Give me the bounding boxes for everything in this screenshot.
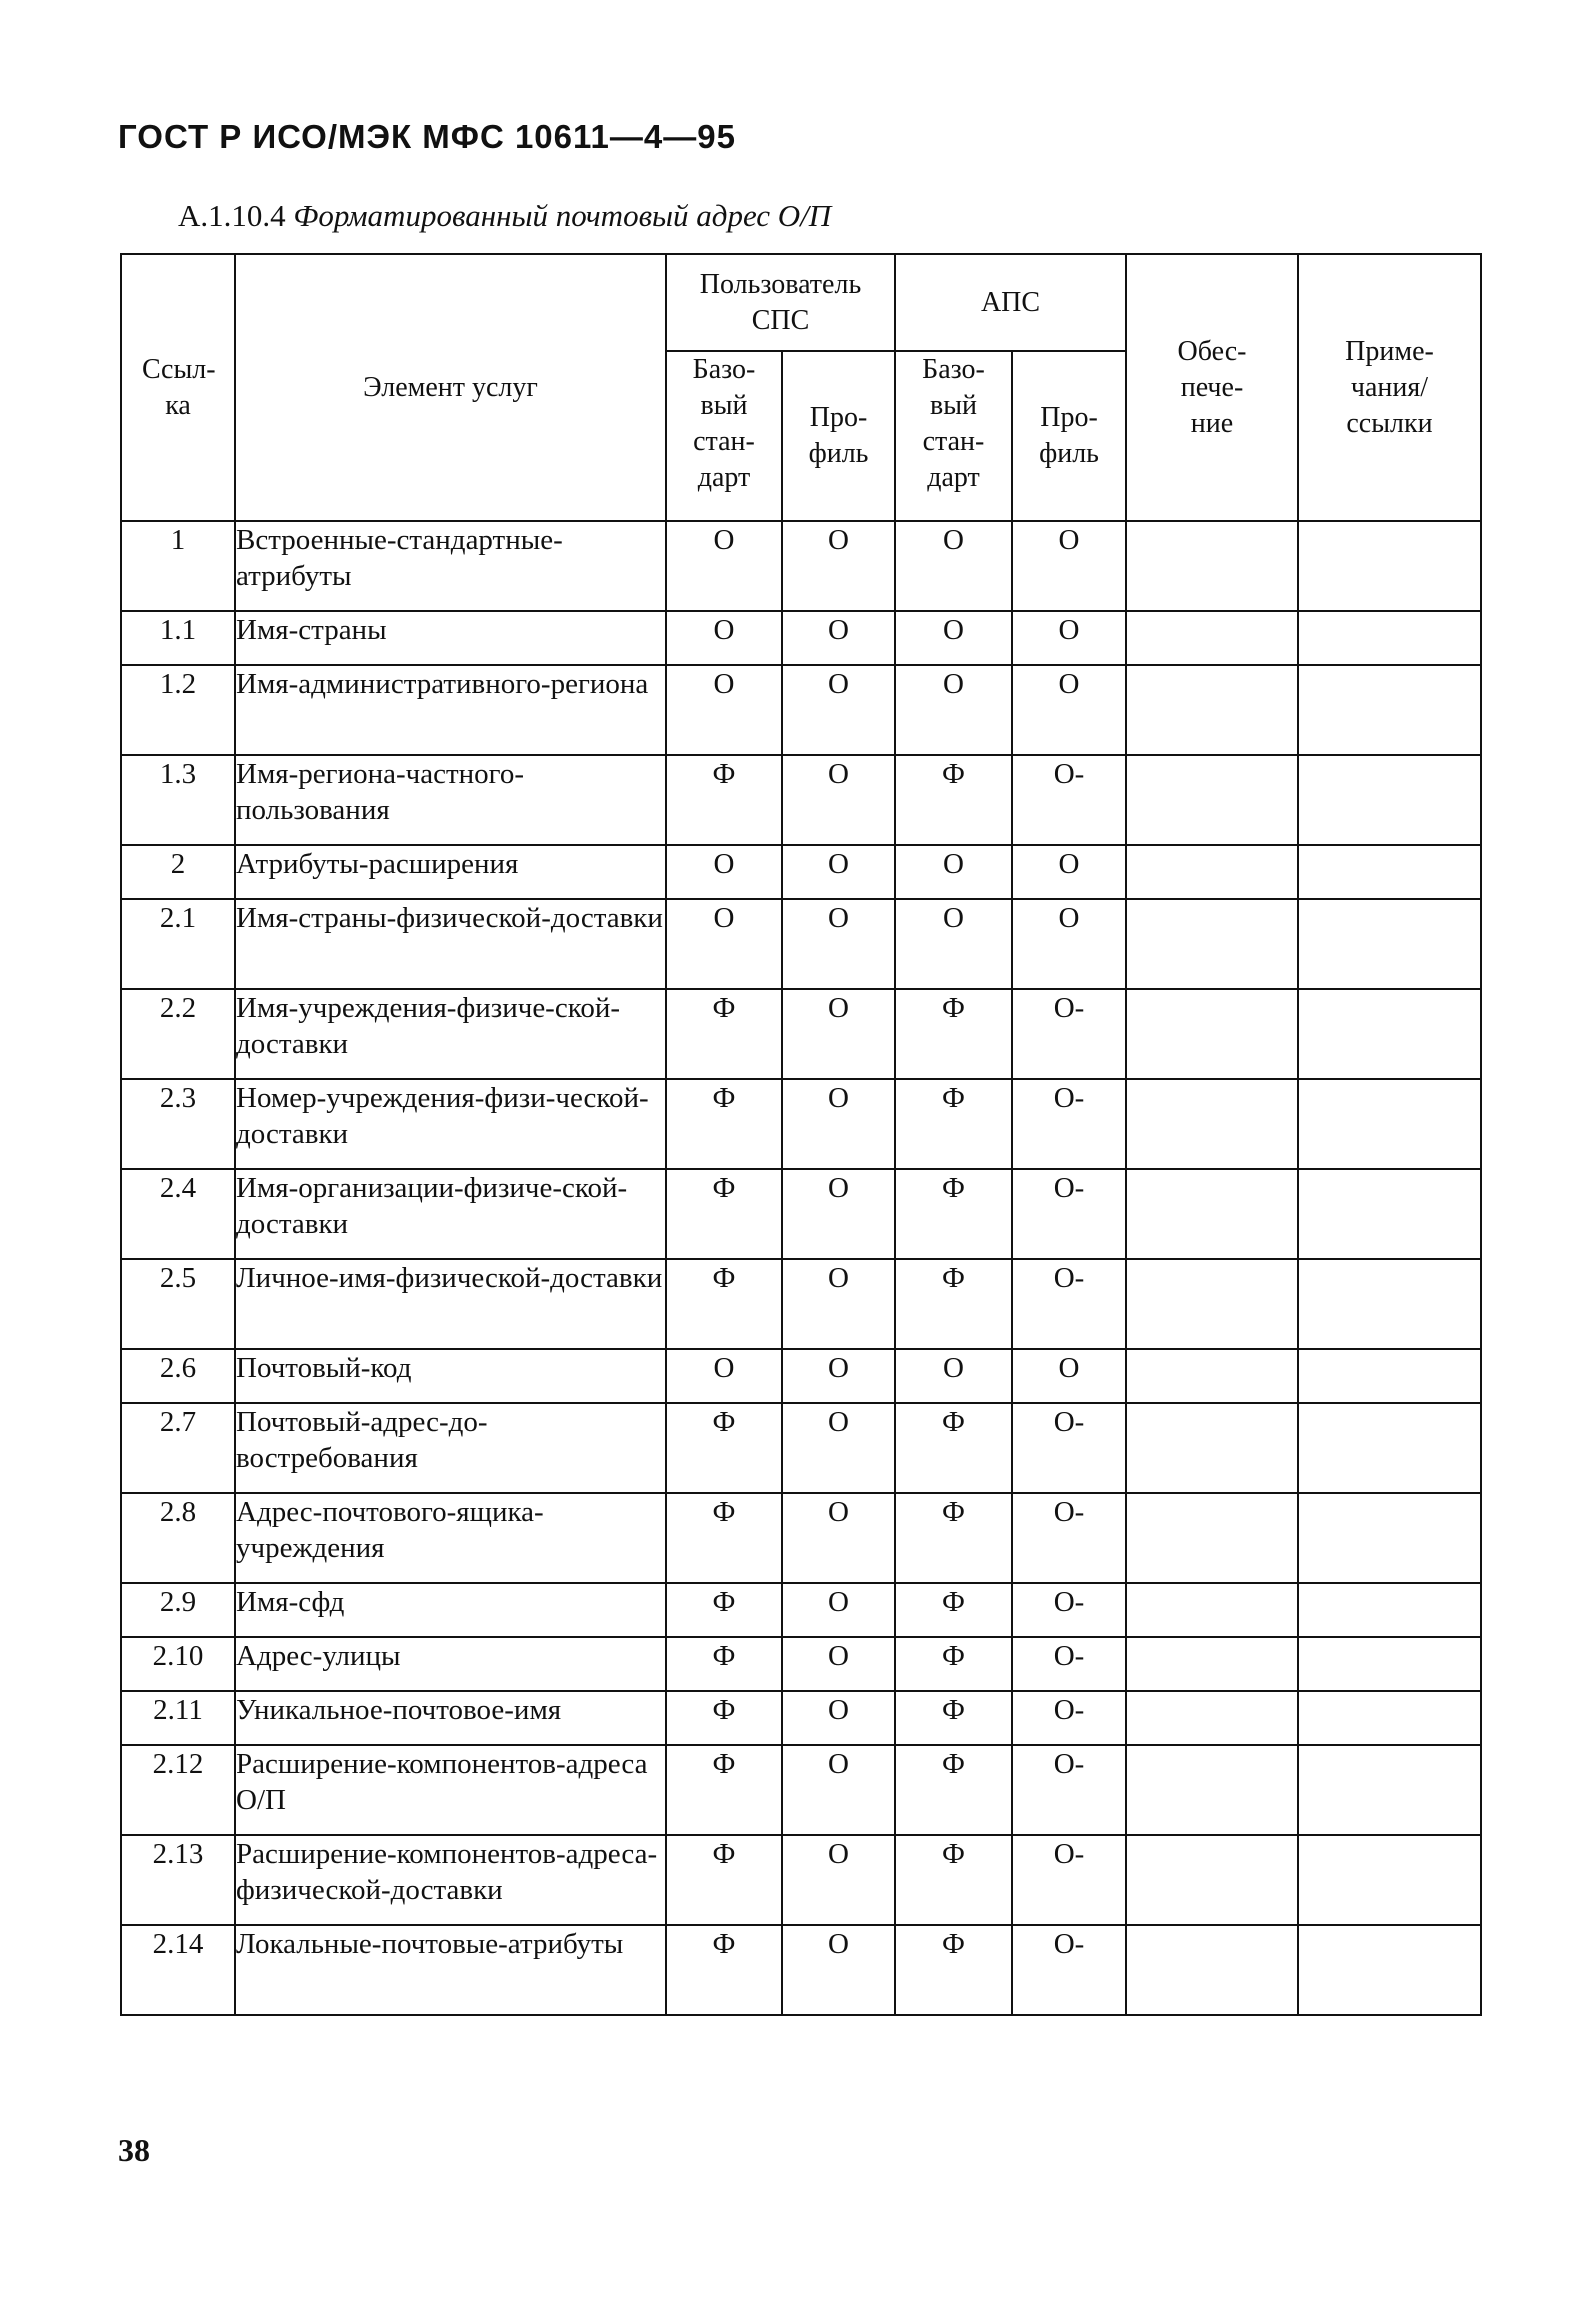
provision-cell [1126,755,1298,845]
header-group-user: Пользователь СПС [666,254,895,351]
provision-cell [1126,611,1298,665]
ref-cell: 2.14 [121,1925,235,2015]
element-cell: Расширение-компонентов-адреса-физической-доставки [235,1835,666,1925]
provision-cell [1126,1691,1298,1745]
notes-cell [1298,1493,1481,1583]
aps-base-standard-cell: О [895,845,1012,899]
aps-base-standard-cell: Ф [895,1925,1012,2015]
aps-profile-cell: О- [1012,1169,1126,1259]
user-profile-cell: О [782,1637,895,1691]
user-profile-cell: О [782,665,895,755]
user-profile-cell: О [782,1403,895,1493]
element-cell: Почтовый-адрес-до-востребования [235,1403,666,1493]
element-cell: Расширение-компонентов-адреса О/П [235,1745,666,1835]
aps-profile-cell: О- [1012,755,1126,845]
table-row [121,899,1481,989]
aps-profile-cell: О- [1012,1583,1126,1637]
table-row [121,1349,1481,1403]
user-profile-cell: О [782,521,895,611]
ref-cell: 2.1 [121,899,235,989]
ref-cell: 2.11 [121,1691,235,1745]
notes-cell [1298,1583,1481,1637]
table-row [121,1691,1481,1745]
user-profile-cell: О [782,1835,895,1925]
provision-cell [1126,1745,1298,1835]
aps-base-standard-cell: Ф [895,1835,1012,1925]
element-cell: Встроенные-стандартные-атрибуты [235,521,666,611]
element-cell: Личное-имя-физической-доставки [235,1259,666,1349]
table-row [121,1745,1481,1835]
notes-cell [1298,665,1481,755]
user-base-standard-cell: О [666,899,782,989]
notes-cell [1298,521,1481,611]
header-notes: Приме-чания/ ссылки [1298,254,1481,521]
aps-profile-cell: О [1012,611,1126,665]
aps-profile-cell: О- [1012,1259,1126,1349]
element-cell: Имя-страны-физической-доставки [235,899,666,989]
user-base-standard-cell: Ф [666,1259,782,1349]
notes-cell [1298,845,1481,899]
user-base-standard-cell: Ф [666,1403,782,1493]
ref-cell: 2.13 [121,1835,235,1925]
ref-cell: 1.2 [121,665,235,755]
user-profile-cell: О [782,1349,895,1403]
header-user-profile: Про-филь [782,351,895,521]
notes-cell [1298,1169,1481,1259]
aps-profile-cell: О- [1012,1925,1126,2015]
ref-cell: 2.4 [121,1169,235,1259]
provision-cell [1126,1349,1298,1403]
aps-base-standard-cell: Ф [895,1169,1012,1259]
user-profile-cell: О [782,1691,895,1745]
ref-cell: 2 [121,845,235,899]
user-base-standard-cell: Ф [666,1835,782,1925]
aps-base-standard-cell: Ф [895,1259,1012,1349]
user-profile-cell: О [782,1169,895,1259]
user-profile-cell: О [782,989,895,1079]
element-cell: Уникальное-почтовое-имя [235,1691,666,1745]
user-base-standard-cell: Ф [666,1493,782,1583]
element-cell: Адрес-почтового-ящика-учреждения [235,1493,666,1583]
table-row [121,1169,1481,1259]
aps-base-standard-cell: Ф [895,1583,1012,1637]
user-base-standard-cell: Ф [666,755,782,845]
notes-cell [1298,1745,1481,1835]
element-cell: Номер-учреждения-физи-ческой-доставки [235,1079,666,1169]
provision-cell [1126,1079,1298,1169]
aps-base-standard-cell: Ф [895,989,1012,1079]
notes-cell [1298,755,1481,845]
element-cell: Имя-сфд [235,1583,666,1637]
aps-base-standard-cell: О [895,611,1012,665]
notes-cell [1298,1259,1481,1349]
table-row [121,1493,1481,1583]
ref-cell: 2.7 [121,1403,235,1493]
element-cell: Имя-административного-региона [235,665,666,755]
user-base-standard-cell: О [666,1349,782,1403]
table-row [121,665,1481,755]
table-row [121,1583,1481,1637]
aps-profile-cell: О [1012,899,1126,989]
provision-cell [1126,1583,1298,1637]
table-row [121,1925,1481,2015]
header-aps-base-standard: Базо-вый стан-дарт [895,351,1012,521]
header-user-base-standard: Базо-вый стан-дарт [666,351,782,521]
element-cell: Имя-организации-физиче-ской-доставки [235,1169,666,1259]
user-profile-cell: О [782,1493,895,1583]
table-row [121,989,1481,1079]
provision-cell [1126,1835,1298,1925]
user-base-standard-cell: Ф [666,989,782,1079]
user-base-standard-cell: О [666,611,782,665]
notes-cell [1298,1403,1481,1493]
element-cell: Атрибуты-расширения [235,845,666,899]
aps-base-standard-cell: О [895,899,1012,989]
ref-cell: 2.5 [121,1259,235,1349]
notes-cell [1298,1835,1481,1925]
table-row [121,611,1481,665]
notes-cell [1298,1637,1481,1691]
user-base-standard-cell: Ф [666,1637,782,1691]
user-base-standard-cell: О [666,665,782,755]
element-cell: Имя-региона-частного-пользования [235,755,666,845]
aps-base-standard-cell: Ф [895,1403,1012,1493]
aps-profile-cell: О- [1012,1493,1126,1583]
ref-cell: 2.8 [121,1493,235,1583]
ref-cell: 1.3 [121,755,235,845]
aps-base-standard-cell: Ф [895,1493,1012,1583]
aps-base-standard-cell: Ф [895,1745,1012,1835]
provision-cell [1126,1403,1298,1493]
user-base-standard-cell: Ф [666,1745,782,1835]
aps-profile-cell: О [1012,1349,1126,1403]
notes-cell [1298,1349,1481,1403]
table-row [121,1079,1481,1169]
provision-cell [1126,665,1298,755]
user-profile-cell: О [782,899,895,989]
user-profile-cell: О [782,845,895,899]
ref-cell: 1.1 [121,611,235,665]
ref-cell: 1 [121,521,235,611]
provision-cell [1126,989,1298,1079]
user-base-standard-cell: Ф [666,1583,782,1637]
user-profile-cell: О [782,611,895,665]
provision-cell [1126,1169,1298,1259]
header-aps-profile: Про-филь [1012,351,1126,521]
ref-cell: 2.6 [121,1349,235,1403]
aps-base-standard-cell: О [895,521,1012,611]
aps-base-standard-cell: Ф [895,755,1012,845]
provision-cell [1126,1259,1298,1349]
page-number: 38 [118,2132,150,2168]
notes-cell [1298,899,1481,989]
notes-cell [1298,1691,1481,1745]
user-profile-cell: О [782,1079,895,1169]
table-row [121,845,1481,899]
ref-cell: 2.2 [121,989,235,1079]
document-header: ГОСТ Р ИСО/МЭК МФС 10611—4—95 [118,118,736,155]
aps-profile-cell: О- [1012,1637,1126,1691]
element-cell: Адрес-улицы [235,1637,666,1691]
header-provision: Обес-пече-ние [1126,254,1298,521]
element-cell: Имя-страны [235,611,666,665]
ref-cell: 2.10 [121,1637,235,1691]
table-row [121,521,1481,611]
element-cell: Имя-учреждения-физиче-ской-доставки [235,989,666,1079]
table-row [121,1637,1481,1691]
section-number: А.1.10.4 [178,198,286,233]
user-profile-cell: О [782,1259,895,1349]
user-profile-cell: О [782,1925,895,2015]
user-base-standard-cell: Ф [666,1691,782,1745]
element-cell: Почтовый-код [235,1349,666,1403]
notes-cell [1298,1925,1481,2015]
aps-profile-cell: О- [1012,1745,1126,1835]
aps-base-standard-cell: О [895,1349,1012,1403]
user-base-standard-cell: Ф [666,1925,782,2015]
provision-cell [1126,845,1298,899]
header-group-aps: АПС [895,254,1126,351]
user-base-standard-cell: О [666,845,782,899]
aps-base-standard-cell: Ф [895,1637,1012,1691]
aps-profile-cell: О [1012,521,1126,611]
ref-cell: 2.12 [121,1745,235,1835]
user-profile-cell: О [782,1745,895,1835]
table-row [121,1259,1481,1349]
aps-profile-cell: О- [1012,1079,1126,1169]
provision-cell [1126,1925,1298,2015]
aps-profile-cell: О [1012,845,1126,899]
table-row [121,1403,1481,1493]
aps-base-standard-cell: Ф [895,1079,1012,1169]
table-row [121,755,1481,845]
aps-profile-cell: О [1012,665,1126,755]
user-base-standard-cell: Ф [666,1079,782,1169]
aps-profile-cell: О- [1012,1403,1126,1493]
notes-cell [1298,1079,1481,1169]
provision-cell [1126,899,1298,989]
notes-cell [1298,611,1481,665]
provision-cell [1126,521,1298,611]
user-base-standard-cell: Ф [666,1169,782,1259]
provision-cell [1126,1493,1298,1583]
ref-cell: 2.3 [121,1079,235,1169]
table-row [121,1835,1481,1925]
user-profile-cell: О [782,1583,895,1637]
ref-cell: 2.9 [121,1583,235,1637]
provision-cell [1126,1637,1298,1691]
aps-base-standard-cell: Ф [895,1691,1012,1745]
service-elements-table [120,253,1482,2016]
element-cell: Локальные-почтовые-атрибуты [235,1925,666,2015]
header-ref: Ссыл-ка [121,254,235,521]
section-name: Форматированный почтовый адрес О/П [293,198,832,233]
user-base-standard-cell: О [666,521,782,611]
aps-profile-cell: О- [1012,1691,1126,1745]
aps-base-standard-cell: О [895,665,1012,755]
notes-cell [1298,989,1481,1079]
section-title [178,198,831,234]
aps-profile-cell: О- [1012,1835,1126,1925]
header-element: Элемент услуг [235,254,666,521]
user-profile-cell: О [782,755,895,845]
aps-profile-cell: О- [1012,989,1126,1079]
